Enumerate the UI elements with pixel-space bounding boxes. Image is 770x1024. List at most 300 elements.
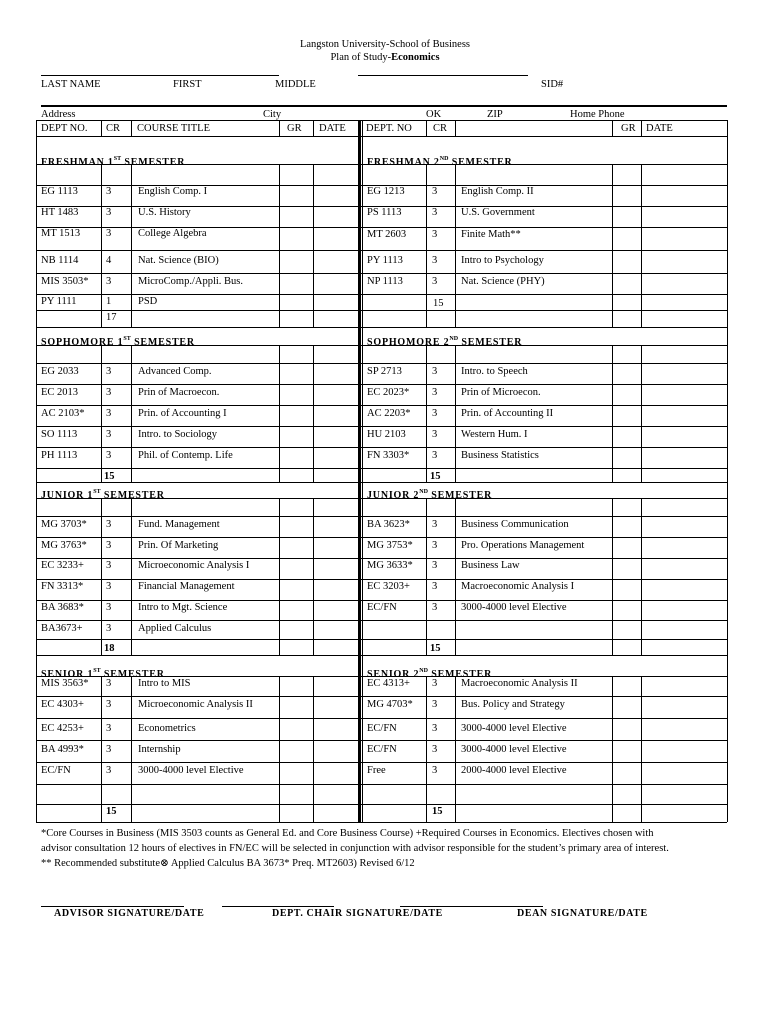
course-credits: 3 (106, 276, 112, 287)
grid-vline (455, 310, 456, 327)
col-date-right: DATE (646, 123, 673, 134)
course-credits: 3 (432, 678, 438, 689)
grid-vline (101, 620, 102, 639)
grid-vline (426, 537, 427, 558)
course-title: Phil. of Contemp. Life (138, 450, 233, 461)
grid-vline (36, 498, 37, 516)
grid-vline (131, 185, 132, 206)
grid-vline (36, 718, 37, 740)
course-credits: 3 (432, 723, 438, 734)
grid-vline (131, 227, 132, 250)
course-credits: 3 (106, 744, 112, 755)
course-title: 3000-4000 level Elective (461, 723, 567, 734)
grid-hline (36, 120, 727, 121)
grid-vline (313, 227, 314, 250)
grid-vline (727, 345, 728, 363)
grid-vline (727, 718, 728, 740)
grid-vline (641, 740, 642, 762)
grid-vline (279, 516, 280, 537)
grid-vline (727, 468, 728, 482)
grid-hline (36, 620, 727, 621)
grid-vline (101, 762, 102, 784)
grid-vline (279, 294, 280, 310)
semester-sophomore-2: SOPHOMORE 2ND SEMESTER (367, 336, 523, 348)
grid-vline (641, 227, 642, 250)
course-dept-no: BA 4993* (41, 744, 84, 755)
grid-vline (612, 250, 613, 273)
grid-vline (36, 120, 37, 136)
semester-freshman-2: FRESHMAN 2ND SEMESTER (367, 156, 513, 168)
grid-vline (455, 762, 456, 784)
grid-vline (101, 718, 102, 740)
grid-hline (36, 250, 727, 251)
course-dept-no: AC 2203* (367, 408, 411, 419)
grid-vline (131, 639, 132, 655)
course-title: Nat. Science (PHY) (461, 276, 545, 287)
header-rule (41, 105, 727, 107)
grid-vline (279, 310, 280, 327)
total-junior-2: 15 (430, 643, 441, 654)
grid-hline (36, 447, 727, 448)
grid-vline (36, 227, 37, 250)
course-credits: 3 (106, 602, 112, 613)
course-title: U.S. History (138, 207, 191, 218)
grid-vline (727, 273, 728, 294)
grid-vline (131, 310, 132, 327)
grid-vline (362, 136, 363, 164)
grid-vline (101, 384, 102, 405)
grid-vline (313, 384, 314, 405)
grid-vline (362, 579, 363, 600)
grid-vline (455, 784, 456, 804)
grid-vline (313, 206, 314, 227)
grid-vline (131, 363, 132, 384)
grid-vline (313, 676, 314, 696)
total-senior-1: 15 (106, 806, 117, 817)
course-title: College Algebra (138, 228, 207, 239)
grid-vline (36, 482, 37, 498)
grid-vline (101, 363, 102, 384)
grid-vline (612, 426, 613, 447)
grid-vline (131, 206, 132, 227)
grid-vline (101, 579, 102, 600)
grid-vline (612, 676, 613, 696)
grid-vline (641, 363, 642, 384)
grid-vline (101, 185, 102, 206)
course-credits: 3 (106, 723, 112, 734)
course-title: 2000-4000 level Elective (461, 765, 567, 776)
last-name-label: LAST NAME (41, 79, 101, 90)
grid-vline (362, 762, 363, 784)
grid-vline (455, 426, 456, 447)
course-credits: 3 (106, 228, 112, 239)
grid-vline (131, 718, 132, 740)
footnote-core-courses: *Core Courses in Business (MIS 3503 counts as General Ed. and Core Business Course) +Required Courses in Economics. Electives chosen with (41, 828, 654, 839)
grid-vline (362, 185, 363, 206)
course-title: Intro to Psychology (461, 255, 544, 266)
grid-vline (36, 620, 37, 639)
col-cr-left: CR (106, 123, 121, 134)
grid-vline (279, 639, 280, 655)
grid-vline (727, 384, 728, 405)
grid-vline (426, 639, 427, 655)
course-dept-no: HT 1483 (41, 207, 79, 218)
grid-vline (612, 696, 613, 718)
grid-vline (313, 345, 314, 363)
grid-vline (101, 426, 102, 447)
grid-vline (36, 579, 37, 600)
grid-vline (279, 558, 280, 579)
grid-vline (362, 227, 363, 250)
course-title: 3000-4000 level Elective (138, 765, 244, 776)
course-dept-no: EC/FN (41, 765, 71, 776)
grid-vline (131, 620, 132, 639)
footnote-substitute: ** Recommended substitute⊗ Applied Calculus BA 3673* Preq. MT2603) Revised 6/12 (41, 858, 415, 869)
grid-vline (455, 558, 456, 579)
grid-vline (362, 327, 363, 345)
grid-vline (36, 784, 37, 804)
grid-vline (279, 273, 280, 294)
grid-vline (131, 120, 132, 136)
grid-hline (36, 784, 727, 785)
grid-vline (36, 363, 37, 384)
total-freshman-2: 15 (433, 298, 444, 309)
grid-hline (36, 273, 727, 274)
grid-vline (131, 468, 132, 482)
course-title: Pro. Operations Management (461, 540, 585, 551)
grid-vline (612, 363, 613, 384)
grid-vline (641, 164, 642, 185)
total-freshman-1: 17 (106, 312, 117, 323)
advisor-signature-label: ADVISOR SIGNATURE/DATE (54, 908, 205, 919)
course-title: 3000-4000 level Elective (461, 602, 567, 613)
course-title: Western Hum. I (461, 429, 528, 440)
grid-vline (641, 558, 642, 579)
grid-vline (279, 762, 280, 784)
grid-vline (455, 363, 456, 384)
course-credits: 3 (432, 450, 438, 461)
course-credits: 4 (106, 255, 112, 266)
grid-vline (101, 600, 102, 620)
course-dept-no: PH 1113 (41, 450, 78, 461)
grid-vline (279, 384, 280, 405)
grid-vline (426, 600, 427, 620)
course-dept-no: Free (367, 765, 386, 776)
grid-vline (101, 558, 102, 579)
grid-vline (641, 384, 642, 405)
grid-vline (279, 537, 280, 558)
grid-vline (727, 676, 728, 696)
grid-hline (36, 537, 727, 538)
course-dept-no: HU 2103 (367, 429, 406, 440)
course-dept-no: EC 2013 (41, 387, 79, 398)
course-credits: 3 (106, 678, 112, 689)
grid-vline (101, 250, 102, 273)
grid-vline (362, 537, 363, 558)
grid-vline (455, 639, 456, 655)
grid-vline (641, 294, 642, 310)
grid-vline (36, 676, 37, 696)
grid-vline (36, 164, 37, 185)
grid-vline (455, 447, 456, 468)
grid-vline (455, 537, 456, 558)
grid-vline (313, 537, 314, 558)
grid-vline (727, 405, 728, 426)
grid-vline (36, 185, 37, 206)
grid-vline (313, 579, 314, 600)
grid-vline (426, 384, 427, 405)
grid-vline (641, 620, 642, 639)
grid-vline (612, 498, 613, 516)
grid-vline (279, 620, 280, 639)
plan-title (0, 51, 770, 64)
grid-vline (727, 639, 728, 655)
grid-vline (279, 600, 280, 620)
grid-hline (36, 310, 727, 311)
grid-vline (101, 273, 102, 294)
course-dept-no: MIS 3503* (41, 276, 89, 287)
course-credits: 3 (432, 540, 438, 551)
grid-vline (362, 273, 363, 294)
grid-vline (641, 185, 642, 206)
total-junior-1: 18 (104, 643, 115, 654)
grid-vline (313, 120, 314, 136)
grid-vline (641, 206, 642, 227)
course-title: Econometrics (138, 723, 196, 734)
grid-hline (36, 516, 727, 517)
col-dept-no-left: DEPT NO. (41, 123, 88, 134)
grid-vline (279, 206, 280, 227)
grid-vline (612, 405, 613, 426)
course-title: English Comp. I (138, 186, 208, 197)
grid-vline (36, 804, 37, 822)
grid-hline (36, 600, 727, 601)
grid-vline (362, 718, 363, 740)
grid-vline (426, 227, 427, 250)
grid-vline (455, 206, 456, 227)
semester-junior-1: JUNIOR 1ST SEMESTER (41, 489, 165, 501)
grid-vline (36, 136, 37, 164)
grid-vline (36, 384, 37, 405)
grid-vline (641, 784, 642, 804)
grid-vline (612, 164, 613, 185)
grid-vline (727, 516, 728, 537)
grid-vline (612, 639, 613, 655)
course-title: Business Statistics (461, 450, 539, 461)
course-dept-no: PY 1113 (367, 255, 403, 266)
col-gr-left: GR (287, 123, 302, 134)
grid-vline (279, 676, 280, 696)
course-title: Applied Calculus (138, 623, 212, 634)
grid-vline (612, 185, 613, 206)
plan-title-prefix: Plan of Study- (330, 52, 392, 63)
grid-vline (727, 620, 728, 639)
grid-vline (362, 250, 363, 273)
course-credits: 3 (106, 429, 112, 440)
course-credits: 3 (106, 623, 112, 634)
grid-vline (426, 405, 427, 426)
grid-vline (131, 558, 132, 579)
course-dept-no: EC/FN (367, 602, 397, 613)
course-credits: 3 (106, 560, 112, 571)
course-credits: 3 (432, 429, 438, 440)
course-dept-no: EC 3203+ (367, 581, 410, 592)
grid-vline (362, 639, 363, 655)
zip-label: ZIP (487, 109, 503, 120)
grid-vline (362, 363, 363, 384)
grid-vline (131, 740, 132, 762)
total-senior-2: 15 (432, 806, 443, 817)
course-credits: 3 (106, 581, 112, 592)
course-credits: 3 (432, 366, 438, 377)
course-credits: 3 (432, 744, 438, 755)
course-dept-no: EC 4313+ (367, 678, 410, 689)
grid-vline (101, 120, 102, 136)
total-sophomore-1: 15 (104, 471, 115, 482)
grid-vline (131, 579, 132, 600)
grid-vline (455, 579, 456, 600)
grid-vline (36, 345, 37, 363)
dean-signature-line[interactable] (400, 906, 543, 907)
course-title: Intro. to Sociology (138, 429, 218, 440)
grid-vline (612, 784, 613, 804)
grid-vline (131, 762, 132, 784)
col-course-title-left: COURSE TITLE (137, 123, 211, 134)
grid-vline (727, 185, 728, 206)
grid-vline (727, 762, 728, 784)
grid-vline (313, 804, 314, 822)
grid-vline (426, 762, 427, 784)
dean-signature-label: DEAN SIGNATURE/DATE (517, 908, 648, 919)
grid-vline (131, 405, 132, 426)
grid-vline (455, 185, 456, 206)
grid-vline (641, 310, 642, 327)
course-dept-no: MIS 3563* (41, 678, 89, 689)
grid-hline (36, 696, 727, 697)
grid-vline (641, 600, 642, 620)
grid-vline (426, 294, 427, 310)
grid-vline (727, 363, 728, 384)
first-name-label: FIRST (173, 79, 202, 90)
grid-vline (279, 164, 280, 185)
grid-vline (279, 185, 280, 206)
course-title: Prin. Of Marketing (138, 540, 219, 551)
grid-vline (455, 740, 456, 762)
grid-vline (426, 206, 427, 227)
advisor-signature-line[interactable] (41, 906, 184, 907)
course-dept-no: PS 1113 (367, 207, 402, 218)
course-credits: 3 (432, 519, 438, 530)
grid-vline (362, 310, 363, 327)
course-title: Prin. of Accounting II (461, 408, 554, 419)
grid-vline (313, 426, 314, 447)
grid-vline (426, 784, 427, 804)
course-title: Fund. Management (138, 519, 220, 530)
grid-vline (612, 537, 613, 558)
course-title: Business Communication (461, 519, 569, 530)
grid-vline (612, 516, 613, 537)
grid-vline (362, 498, 363, 516)
grid-vline (641, 468, 642, 482)
grid-hline (36, 804, 727, 805)
grid-vline (727, 206, 728, 227)
course-title: Bus. Policy and Strategy (461, 699, 565, 710)
grid-hline (36, 482, 727, 483)
grid-vline (612, 345, 613, 363)
grid-vline (101, 227, 102, 250)
col-dept-no-right: DEPT. NO (366, 123, 412, 134)
course-dept-no: PY 1111 (41, 296, 77, 307)
semester-freshman-1: FRESHMAN 1ST SEMESTER (41, 156, 186, 168)
grid-vline (426, 185, 427, 206)
grid-hline (36, 327, 727, 328)
grid-vline (426, 273, 427, 294)
grid-vline (101, 405, 102, 426)
grid-vline (727, 294, 728, 310)
grid-vline (313, 468, 314, 482)
course-title: Nat. Science (BIO) (138, 255, 219, 266)
grid-vline (101, 696, 102, 718)
grid-vline (279, 579, 280, 600)
course-dept-no: EC/FN (367, 744, 397, 755)
grid-vline (313, 784, 314, 804)
course-credits: 3 (432, 699, 438, 710)
grid-vline (279, 250, 280, 273)
course-credits: 3 (106, 519, 112, 530)
grid-vline (362, 294, 363, 310)
course-title: Finite Math** (461, 229, 521, 240)
course-credits: 3 (432, 408, 438, 419)
course-credits: 3 (432, 229, 438, 240)
grid-hline (36, 468, 727, 469)
footnote-electives: advisor consultation 12 hours of electives in FN/EC will be selected in conjunction with advisor responsible for the student’s primary area of interest. (41, 843, 669, 854)
grid-vline (313, 740, 314, 762)
grid-vline (426, 579, 427, 600)
course-title: Intro to Mgt. Science (138, 602, 228, 613)
course-title: MicroComp./Appli. Bus. (138, 276, 244, 287)
grid-vline (612, 294, 613, 310)
grid-vline (727, 740, 728, 762)
chair-signature-line[interactable] (222, 906, 334, 907)
chair-signature-label: DEPT. CHAIR SIGNATURE/DATE (272, 908, 443, 919)
course-title: Business Law (461, 560, 520, 571)
col-cr-right: CR (433, 123, 448, 134)
grid-vline (426, 426, 427, 447)
grid-vline (101, 804, 102, 822)
course-credits: 3 (106, 207, 112, 218)
grid-vline (131, 537, 132, 558)
course-dept-no: NP 1113 (367, 276, 403, 287)
grid-vline (36, 206, 37, 227)
grid-vline (36, 468, 37, 482)
grid-vline (641, 639, 642, 655)
grid-vline (313, 762, 314, 784)
grid-vline (279, 498, 280, 516)
grid-vline (36, 600, 37, 620)
grid-vline (641, 579, 642, 600)
grid-vline (36, 250, 37, 273)
home-phone-label: Home Phone (570, 109, 625, 120)
grid-vline (362, 447, 363, 468)
city-label: City (263, 109, 282, 120)
grid-vline (612, 273, 613, 294)
grid-vline (362, 206, 363, 227)
grid-vline (641, 498, 642, 516)
course-title: Macroeconomic Analysis II (461, 678, 578, 689)
grid-vline (362, 655, 363, 676)
grid-vline (455, 384, 456, 405)
grid-vline (612, 762, 613, 784)
